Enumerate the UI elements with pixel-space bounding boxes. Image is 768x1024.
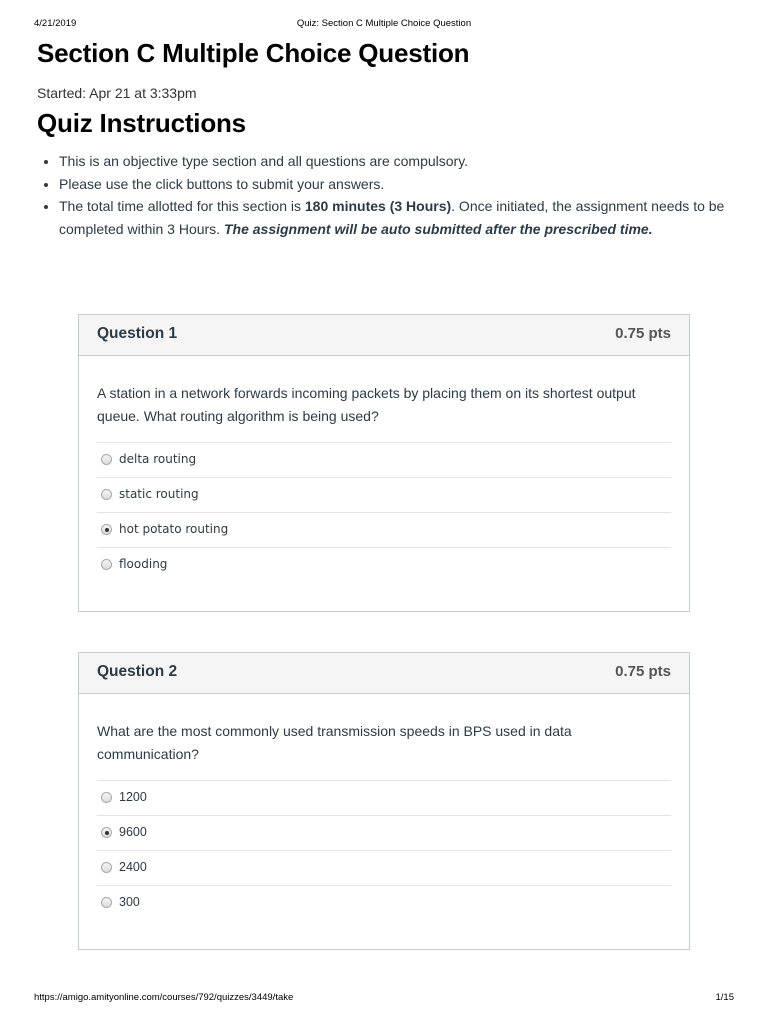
quiz-instructions-list: [37, 150, 759, 240]
answer-label[interactable]: hot potato routing: [119, 522, 229, 536]
answer-label[interactable]: 1200: [119, 790, 147, 804]
answer-option[interactable]: [97, 815, 671, 850]
instruction-auto-submit-note: The assignment will be auto submitted after the prescribed time.: [223, 220, 653, 237]
instruction-item-time: [59, 195, 759, 240]
print-url: https://amigo.amityonline.com/courses/792/quizzes/3449/take: [34, 992, 294, 1003]
instruction-time-middle: . Once initiated, the assignment needs to be completed within 3 Hours.: [59, 198, 725, 237]
question-header: [79, 315, 689, 356]
started-timestamp: Started: Apr 21 at 3:33pm: [37, 85, 197, 101]
question-points: 0.75 pts: [615, 663, 671, 680]
question-text: What are the most commonly used transmission speeds in BPS used in data communication?: [97, 723, 572, 762]
answer-label[interactable]: 300: [119, 895, 140, 909]
page-title: Section C Multiple Choice Question: [37, 38, 470, 68]
print-date: 4/21/2019: [34, 18, 77, 29]
radio-button[interactable]: [101, 454, 112, 465]
radio-button[interactable]: [101, 489, 112, 500]
answer-option[interactable]: [97, 477, 671, 512]
answer-list: [97, 780, 671, 940]
answer-option[interactable]: [97, 442, 671, 477]
question-points: 0.75 pts: [615, 325, 671, 342]
answer-label[interactable]: 2400: [119, 860, 147, 874]
print-page-number: 1/15: [715, 992, 734, 1003]
answer-option[interactable]: [97, 885, 671, 920]
answer-list: [97, 442, 671, 602]
answer-label[interactable]: static routing: [119, 487, 199, 501]
radio-button[interactable]: [101, 862, 112, 873]
question-card-1: [78, 314, 690, 612]
question-name: Question 2: [97, 663, 178, 680]
question-header: [79, 653, 689, 694]
print-doc-title: Quiz: Section C Multiple Choice Question: [296, 18, 472, 29]
answer-option[interactable]: [97, 850, 671, 885]
radio-button[interactable]: [101, 559, 112, 570]
radio-button[interactable]: [101, 897, 112, 908]
radio-button[interactable]: [101, 792, 112, 803]
question-text: A station in a network forwards incoming packets by placing them on its shortest output queue. What routing algorithm is being used?: [97, 385, 636, 424]
quiz-instructions-heading: Quiz Instructions: [37, 108, 246, 138]
answer-label[interactable]: flooding: [119, 557, 168, 571]
radio-button-selected[interactable]: [101, 827, 112, 838]
radio-button-selected[interactable]: [101, 524, 112, 535]
answer-option[interactable]: [97, 547, 671, 582]
answer-option[interactable]: [97, 512, 671, 547]
instruction-item: • This is an objective type section and all questions are compulsory.: [59, 150, 759, 173]
print-footer: [34, 992, 734, 1006]
instruction-time-duration: 180 minutes (3 Hours): [304, 198, 452, 214]
instruction-time-prefix: The total time allotted for this section is: [59, 198, 305, 214]
print-header: [34, 18, 734, 32]
answer-label[interactable]: delta routing: [119, 452, 197, 466]
question-card-2: [78, 652, 690, 950]
question-name: Question 1: [97, 325, 178, 342]
answer-option[interactable]: [97, 780, 671, 815]
instruction-item: • Please use the click buttons to submit your answers.: [59, 173, 759, 196]
answer-label[interactable]: 9600: [119, 825, 147, 839]
